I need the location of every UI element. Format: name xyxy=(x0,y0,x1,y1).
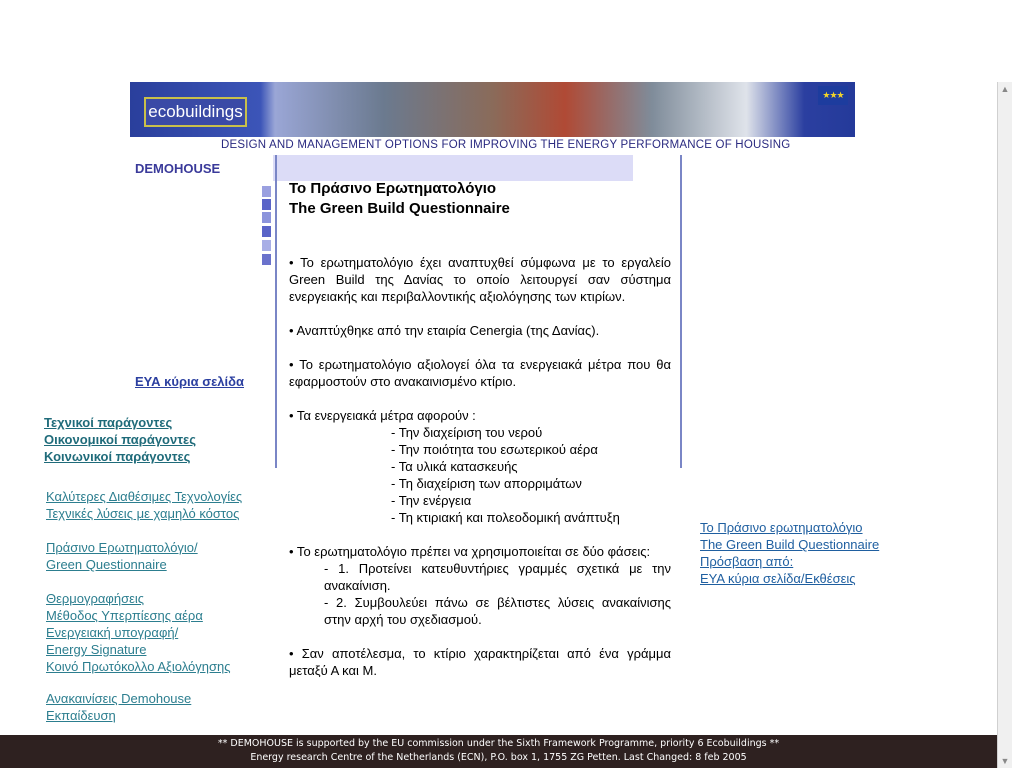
content-header-shade xyxy=(273,155,633,181)
paragraph-phase-1: - 1. Προτείνει κατευθυντήριες γραμμές σχετικά με την ανακαίνιση. xyxy=(324,561,671,593)
link-green-questionnaire-gr[interactable]: Το Πράσινο ερωτηματολόγιο xyxy=(700,520,863,535)
nav-energy-signature-gr[interactable]: Ενεργειακή υπογραφή/ xyxy=(46,625,179,640)
nav-low-cost-solutions[interactable]: Τεχνικές λύσεις με χαμηλό κόστος xyxy=(46,506,240,521)
right-links xyxy=(700,519,879,587)
nav-technical-factors[interactable]: Τεχνικοί παράγοντες xyxy=(44,415,173,430)
page-title-en: The Green Build Questionnaire xyxy=(289,200,510,217)
divider-left xyxy=(275,155,277,468)
measure-item: - Την διαχείριση του νερού xyxy=(391,425,543,440)
paragraph-evaluation: • Το ερωτηματολόγιο αξιολογεί όλα τα ενεργειακά μέτρα που θα εφαρμοστούν στο ανακαινισμένο κτίριο. xyxy=(289,357,671,389)
nav-group-methods xyxy=(46,590,230,675)
paragraph-origin: • Το ερωτηματολόγιο έχει αναπτυχθεί σύμφωνα με το εργαλείο Green Build της Δανίας το οποίο λειτουργεί σαν σύστημα ενεργειακής και περιβαλλοντικής αξιολόγησης των κτιρίων. xyxy=(289,255,671,304)
home-link[interactable]: ΕΥΑ κύρια σελίδα xyxy=(135,374,245,389)
main-content xyxy=(289,179,671,679)
footer-line-1: ** DEMOHOUSE is supported by the EU commission under the Sixth Framework Programme, priority 6 Ecobuildings ** xyxy=(217,738,780,749)
decor-square xyxy=(262,212,271,223)
nav-group-questionnaire xyxy=(46,539,198,573)
nav-group-technologies xyxy=(46,488,242,522)
ecobuildings-logo: ecobuildings xyxy=(144,97,247,127)
measure-item: - Τη κτιριακή και πολεοδομική ανάπτυξη xyxy=(391,510,620,525)
paragraph-phases: • Το ερωτηματολόγιο πρέπει να χρησιμοποιείται σε δύο φάσεις: xyxy=(289,544,651,559)
nav-best-technologies[interactable]: Καλύτερες Διαθέσιμες Τεχνολογίες xyxy=(46,489,243,504)
nav-green-questionnaire-en[interactable]: Green Questionnaire xyxy=(46,557,167,572)
scroll-down-icon[interactable]: ▼ xyxy=(1000,756,1010,766)
nav-common-protocol[interactable]: Κοινό Πρωτόκολλο Αξιολόγησης xyxy=(46,659,231,674)
measure-item: - Τα υλικά κατασκευής xyxy=(391,459,518,474)
background-right xyxy=(681,82,997,734)
factors-nav xyxy=(44,414,196,465)
paragraph-phase-2: - 2. Συμβουλεύει πάνω σε βέλτιστες λύσεις ανακαίνισης στην αρχή του σχεδιασμού. xyxy=(324,595,671,627)
measure-item: - Την ενέργεια xyxy=(391,493,472,508)
nav-training[interactable]: Εκπαίδευση xyxy=(46,708,116,723)
measure-item: - Τη διαχείριση των απορριμάτων xyxy=(391,476,582,491)
nav-air-pressure-method[interactable]: Μέθοδος Υπερπίεσης αέρα xyxy=(46,608,203,623)
link-access-from[interactable]: Πρόσβαση από: xyxy=(700,554,794,569)
paragraph-developer: • Αναπτύχθηκε από την εταιρία Cenergia (της Δανίας). xyxy=(289,323,600,338)
paragraph-measures-intro: • Τα ενεργειακά μέτρα αφορούν : xyxy=(289,408,476,423)
decor-square xyxy=(262,240,271,251)
nav-green-questionnaire-gr[interactable]: Πράσινο Ερωτηματολόγιο/ xyxy=(46,540,198,555)
page-title-gr: Το Πράσινο Ερωτηματολόγιο xyxy=(289,180,497,197)
scroll-up-icon[interactable]: ▲ xyxy=(1000,84,1010,94)
decor-square xyxy=(262,254,271,265)
nav-social-factors[interactable]: Κοινωνικοί παράγοντες xyxy=(44,449,191,464)
nav-demohouse-renovations[interactable]: Ανακαινίσεις Demohouse xyxy=(46,691,192,706)
brand-title: DEMOHOUSE xyxy=(135,161,221,176)
decor-square xyxy=(262,226,271,237)
paragraph-result: • Σαν αποτέλεσμα, το κτίριο χαρακτηρίζεται από ένα γράμμα μεταξύ Α και Μ. xyxy=(289,646,671,678)
link-home-exhibitions[interactable]: ΕΥΑ κύρια σελίδα/Εκθέσεις xyxy=(700,571,856,586)
vertical-scrollbar[interactable] xyxy=(997,82,1012,768)
eu-flag-icon: ★★★ xyxy=(818,86,848,105)
divider-right xyxy=(680,155,682,468)
measure-item: - Την ποιότητα του εσωτερικού αέρα xyxy=(391,442,598,457)
link-green-questionnaire-en[interactable]: The Green Build Questionnaire xyxy=(700,537,880,552)
footer-line-2: Energy research Centre of the Netherlands (ECN), P.O. box 1, 1755 ZG Petten. Last Changed: 8 feb 2005 xyxy=(250,752,747,763)
nav-group-renovations xyxy=(46,690,191,724)
tagline: DESIGN AND MANAGEMENT OPTIONS FOR IMPROVING THE ENERGY PERFORMANCE OF HOUSING xyxy=(221,139,791,151)
nav-economic-factors[interactable]: Οικονομικοί παράγοντες xyxy=(44,432,196,447)
footer xyxy=(0,735,997,768)
decor-square xyxy=(262,186,271,197)
decor-square xyxy=(262,199,271,210)
nav-energy-signature-en[interactable]: Energy Signature xyxy=(46,642,147,657)
nav-thermography[interactable]: Θερμογραφήσεις xyxy=(46,591,145,606)
